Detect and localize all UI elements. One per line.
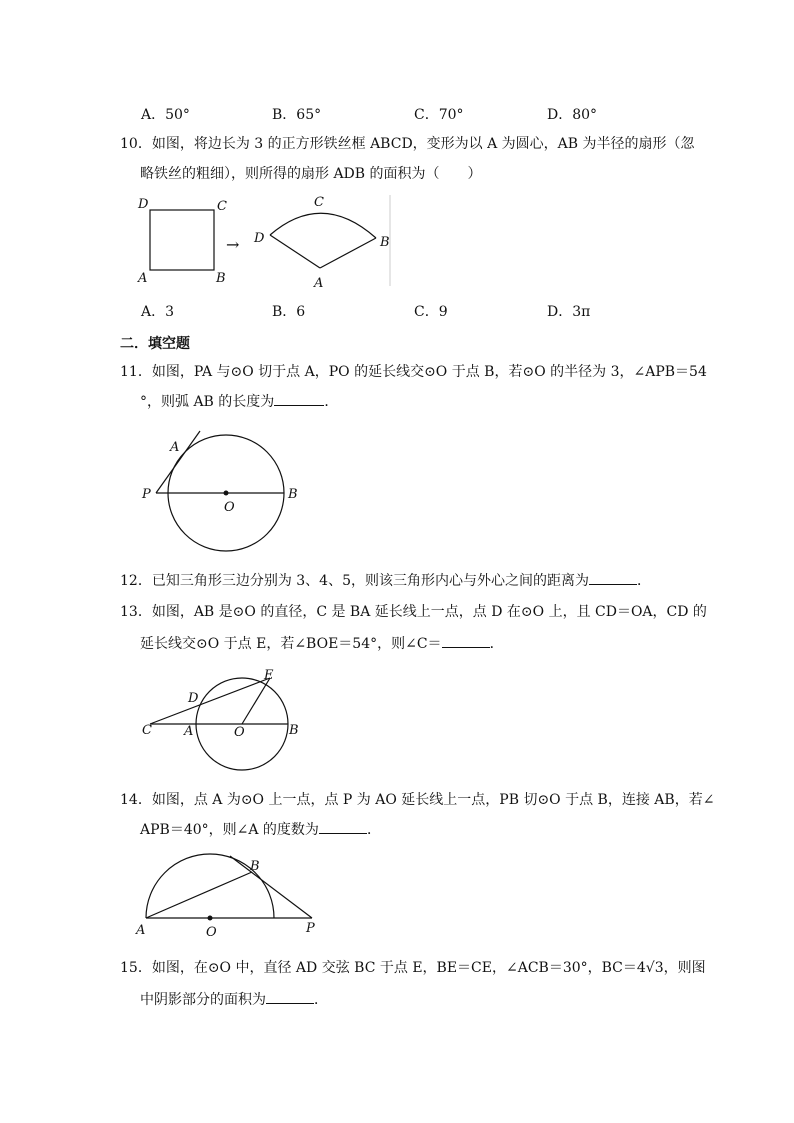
q10-square (150, 210, 214, 270)
q11-center-dot (224, 491, 229, 496)
q12-stem-text: 12．已知三角形三边分别为 3、4、5，则该三角形内心与外心之间的距离为 (120, 573, 589, 589)
q14-center-dot (208, 916, 213, 921)
q14-label-o: O (206, 925, 217, 940)
q13-figure (138, 664, 308, 776)
q9-option-a: A．50° (141, 107, 190, 123)
q10-label-d: D (138, 197, 149, 212)
q10-arrow: → (226, 235, 240, 254)
q13-label-b: B (289, 723, 299, 738)
q12-stem (120, 571, 651, 591)
q13-line-oe (242, 678, 270, 724)
q10-sector-label-b: B (380, 235, 390, 250)
q14-label-p: P (306, 921, 315, 936)
q14-period: ． (366, 822, 381, 838)
q15-stem-line2 (140, 990, 328, 1010)
q10-stem-line1: 10．如图，将边长为 3 的正方形铁丝框 ABCD，变形为以 A 为圆心，AB 为半径的扇形（忽 (120, 136, 695, 152)
q10-figure (130, 190, 400, 290)
q10-label-c: C (217, 199, 227, 214)
q13-label-a: A (184, 724, 194, 739)
q10-sector-radius-ad (270, 235, 320, 268)
q10-option-d: D．3π (547, 304, 591, 320)
q10-option-c: C．9 (414, 304, 448, 320)
q14-tangent-pb (230, 856, 312, 918)
q13-stem-text: 延长线交⊙O 于点 E，若∠BOE＝54°，则∠C＝ (140, 636, 442, 652)
q13-answer-blank[interactable] (442, 647, 490, 648)
q10-sector-arc (270, 213, 376, 238)
q13-label-o: O (234, 725, 245, 740)
q10-sector-label-d: D (254, 231, 265, 246)
q11-label-p: P (142, 487, 151, 502)
q15-stem-text: 中阴影部分的面积为 (140, 992, 266, 1008)
q11-label-b: B (288, 487, 298, 502)
q14-stem-line1: 14．如图，点 A 为⊙O 上一点，点 P 为 AO 延长线上一点，PB 切⊙O 于点 B，连接 AB，若∠ (120, 792, 715, 808)
q14-stem-line2 (140, 820, 381, 840)
q13-label-e: E (264, 668, 274, 683)
q11-label-o: O (224, 500, 235, 515)
q11-period: ． (324, 394, 339, 410)
q10-option-a: A．3 (141, 304, 175, 320)
q14-answer-blank[interactable] (319, 833, 367, 834)
q14-label-a: A (136, 923, 146, 938)
q11-label-a: A (170, 440, 180, 455)
q11-stem-text: °，则弧 AB 的长度为 (140, 394, 275, 410)
q13-label-c: C (142, 723, 152, 738)
q15-answer-blank[interactable] (266, 1003, 314, 1004)
q13-line-ce (150, 678, 270, 724)
section-title-fill-in: 二．填空题 (120, 336, 190, 352)
q11-answer-blank[interactable] (274, 405, 324, 406)
q9-option-d: D．80° (547, 107, 598, 123)
q13-label-d: D (188, 691, 199, 706)
q12-answer-blank[interactable] (589, 584, 637, 585)
q14-chord-ab (146, 872, 252, 918)
q10-label-b: B (216, 271, 226, 286)
q13-stem-line1: 13．如图，AB 是⊙O 的直径，C 是 BA 延长线上一点，点 D 在⊙O 上，且 CD＝OA，CD 的 (120, 604, 707, 620)
q15-period: ． (314, 992, 328, 1008)
q14-figure (134, 846, 324, 938)
q12-period: ． (637, 573, 651, 589)
q10-sector-radius-ab (320, 238, 376, 268)
q13-stem-line2 (140, 634, 504, 654)
q13-period: ． (489, 636, 504, 652)
q11-stem-line1: 11．如图，PA 与⊙O 切于点 A，PO 的延长线交⊙O 于点 B，若⊙O 的半径为 3，∠APB＝54 (120, 364, 707, 380)
q10-sector-label-c: C (314, 195, 324, 210)
q10-sector-label-a: A (314, 276, 324, 291)
q15-stem-line1: 15．如图，在⊙O 中，直径 AD 交弦 BC 于点 E，BE＝CE，∠ACB＝30°，BC＝4√3，则图 (120, 960, 706, 976)
q14-label-b: B (250, 859, 260, 874)
q10-option-b: B．6 (272, 304, 306, 320)
q9-option-c: C．70° (414, 107, 464, 123)
q11-figure (138, 425, 308, 560)
q9-option-b: B．65° (272, 107, 322, 123)
q10-stem-line2: 略铁丝的粗细），则所得的扇形 ADB 的面积为（ ） (140, 166, 482, 182)
q11-stem-line2 (140, 392, 338, 412)
q14-stem-text: APB＝40°，则∠A 的度数为 (140, 822, 319, 838)
q10-label-a: A (138, 271, 148, 286)
